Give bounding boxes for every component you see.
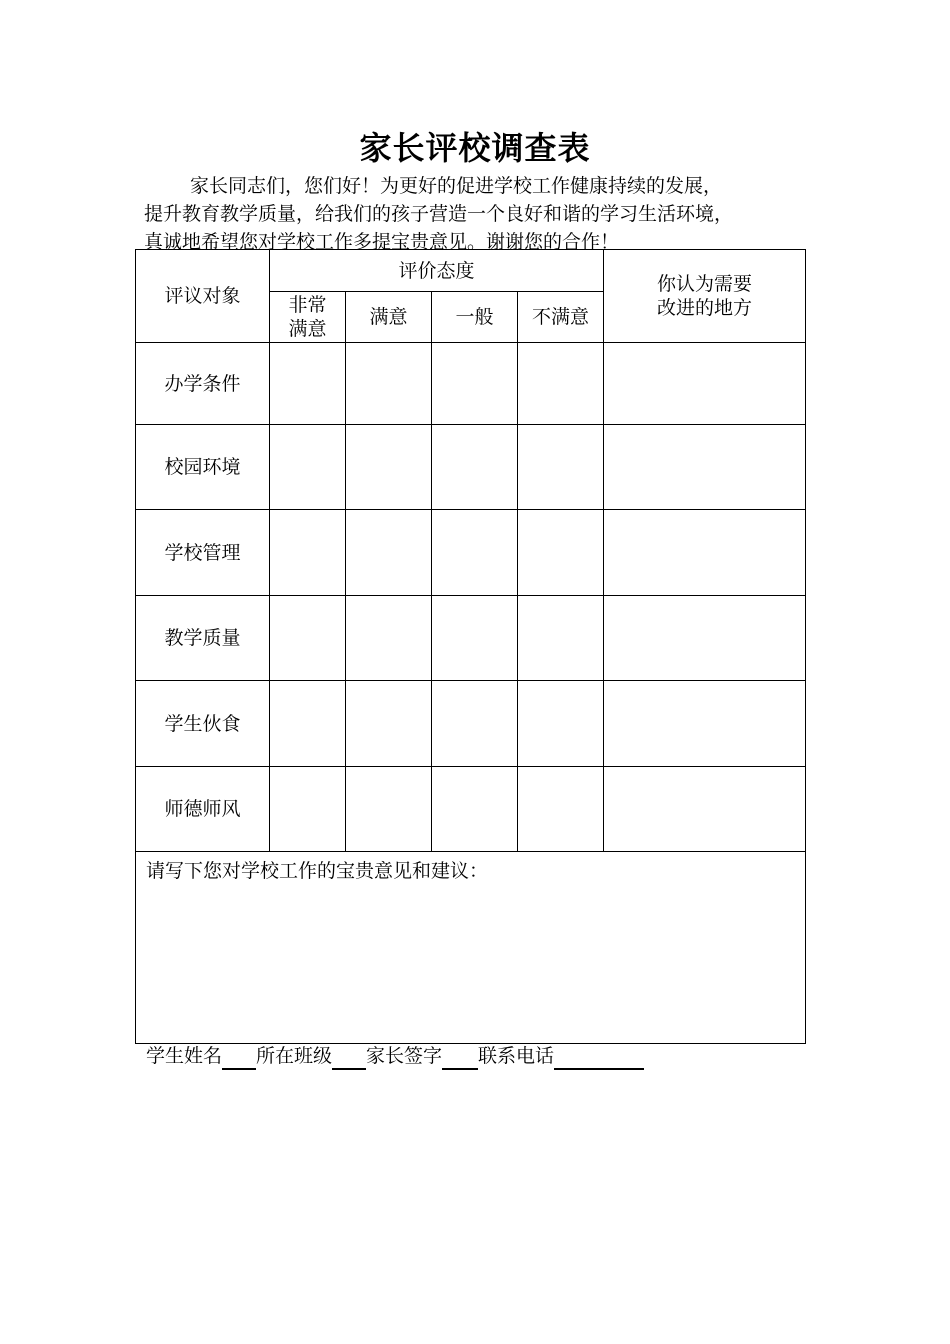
rating-satisfied: 满意 bbox=[346, 292, 432, 343]
rating-cell[interactable] bbox=[270, 681, 346, 767]
intro-line-1: 家长同志们，您们好！为更好的促进学校工作健康持续的发展， bbox=[190, 175, 723, 197]
table-row bbox=[136, 681, 806, 767]
comments-prompt: 请写下您对学校工作的宝贵意见和建议： bbox=[146, 860, 489, 882]
rating-cell[interactable] bbox=[518, 343, 604, 425]
rating-cell[interactable] bbox=[346, 767, 432, 852]
row-label: 师德师风 bbox=[136, 767, 270, 852]
student-name-label: 学生姓名 bbox=[146, 1045, 223, 1067]
intro-paragraph bbox=[144, 172, 824, 256]
table-row bbox=[136, 425, 806, 510]
rating-cell[interactable] bbox=[518, 767, 604, 852]
rating-cell[interactable] bbox=[518, 596, 604, 681]
survey-table bbox=[135, 249, 806, 1044]
rating-cell[interactable] bbox=[432, 425, 518, 510]
rating-cell[interactable] bbox=[432, 596, 518, 681]
phone-blank[interactable] bbox=[554, 1046, 644, 1070]
rating-cell[interactable] bbox=[346, 681, 432, 767]
rating-very-satisfied bbox=[270, 292, 346, 343]
parent-signature-label: 家长签字 bbox=[366, 1045, 443, 1067]
rating-cell[interactable] bbox=[270, 343, 346, 425]
row-label: 办学条件 bbox=[136, 343, 270, 425]
rating-very-satisfied-line-2: 满意 bbox=[288, 318, 327, 340]
rating-cell[interactable] bbox=[270, 425, 346, 510]
rating-cell[interactable] bbox=[432, 767, 518, 852]
class-blank[interactable] bbox=[332, 1046, 366, 1070]
rating-average: 一般 bbox=[432, 292, 518, 343]
improve-cell[interactable] bbox=[604, 425, 806, 510]
intro-line-3: 真诚地希望您对学校工作多提宝贵意见。谢谢您的合作！ bbox=[144, 231, 620, 253]
row-label: 学校管理 bbox=[136, 510, 270, 596]
table-row bbox=[136, 596, 806, 681]
improve-cell[interactable] bbox=[604, 681, 806, 767]
improve-cell[interactable] bbox=[604, 343, 806, 425]
rating-cell[interactable] bbox=[270, 510, 346, 596]
row-label: 教学质量 bbox=[136, 596, 270, 681]
header-improve bbox=[604, 250, 806, 343]
header-evaluation: 评价态度 bbox=[270, 250, 604, 292]
rating-cell[interactable] bbox=[270, 767, 346, 852]
rating-cell[interactable] bbox=[518, 425, 604, 510]
rating-cell[interactable] bbox=[518, 681, 604, 767]
header-improve-line-1: 你认为需要 bbox=[657, 273, 753, 295]
parent-signature-blank[interactable] bbox=[442, 1046, 478, 1070]
rating-cell[interactable] bbox=[346, 596, 432, 681]
page-title: 家长评校调查表 bbox=[359, 129, 591, 167]
table-row bbox=[136, 767, 806, 852]
intro-line-2: 提升教育教学质量，给我们的孩子营造一个良好和谐的学习生活环境， bbox=[144, 203, 734, 225]
table-row bbox=[136, 343, 806, 425]
rating-cell[interactable] bbox=[432, 510, 518, 596]
improve-cell[interactable] bbox=[604, 596, 806, 681]
row-label: 校园环境 bbox=[136, 425, 270, 510]
phone-label: 联系电话 bbox=[478, 1045, 555, 1067]
header-subject: 评议对象 bbox=[136, 250, 270, 343]
rating-cell[interactable] bbox=[270, 596, 346, 681]
rating-unsatisfied: 不满意 bbox=[518, 292, 604, 343]
signature-line bbox=[146, 1042, 644, 1070]
student-name-blank[interactable] bbox=[222, 1046, 256, 1070]
rating-cell[interactable] bbox=[432, 343, 518, 425]
improve-cell[interactable] bbox=[604, 510, 806, 596]
comments-area[interactable] bbox=[136, 852, 806, 1044]
rating-cell[interactable] bbox=[346, 510, 432, 596]
rating-cell[interactable] bbox=[346, 425, 432, 510]
header-improve-line-2: 改进的地方 bbox=[657, 297, 753, 319]
row-label: 学生伙食 bbox=[136, 681, 270, 767]
rating-cell[interactable] bbox=[518, 510, 604, 596]
rating-very-satisfied-line-1: 非常 bbox=[288, 294, 327, 316]
class-label: 所在班级 bbox=[256, 1045, 333, 1067]
table-row bbox=[136, 510, 806, 596]
rating-cell[interactable] bbox=[346, 343, 432, 425]
rating-cell[interactable] bbox=[432, 681, 518, 767]
improve-cell[interactable] bbox=[604, 767, 806, 852]
